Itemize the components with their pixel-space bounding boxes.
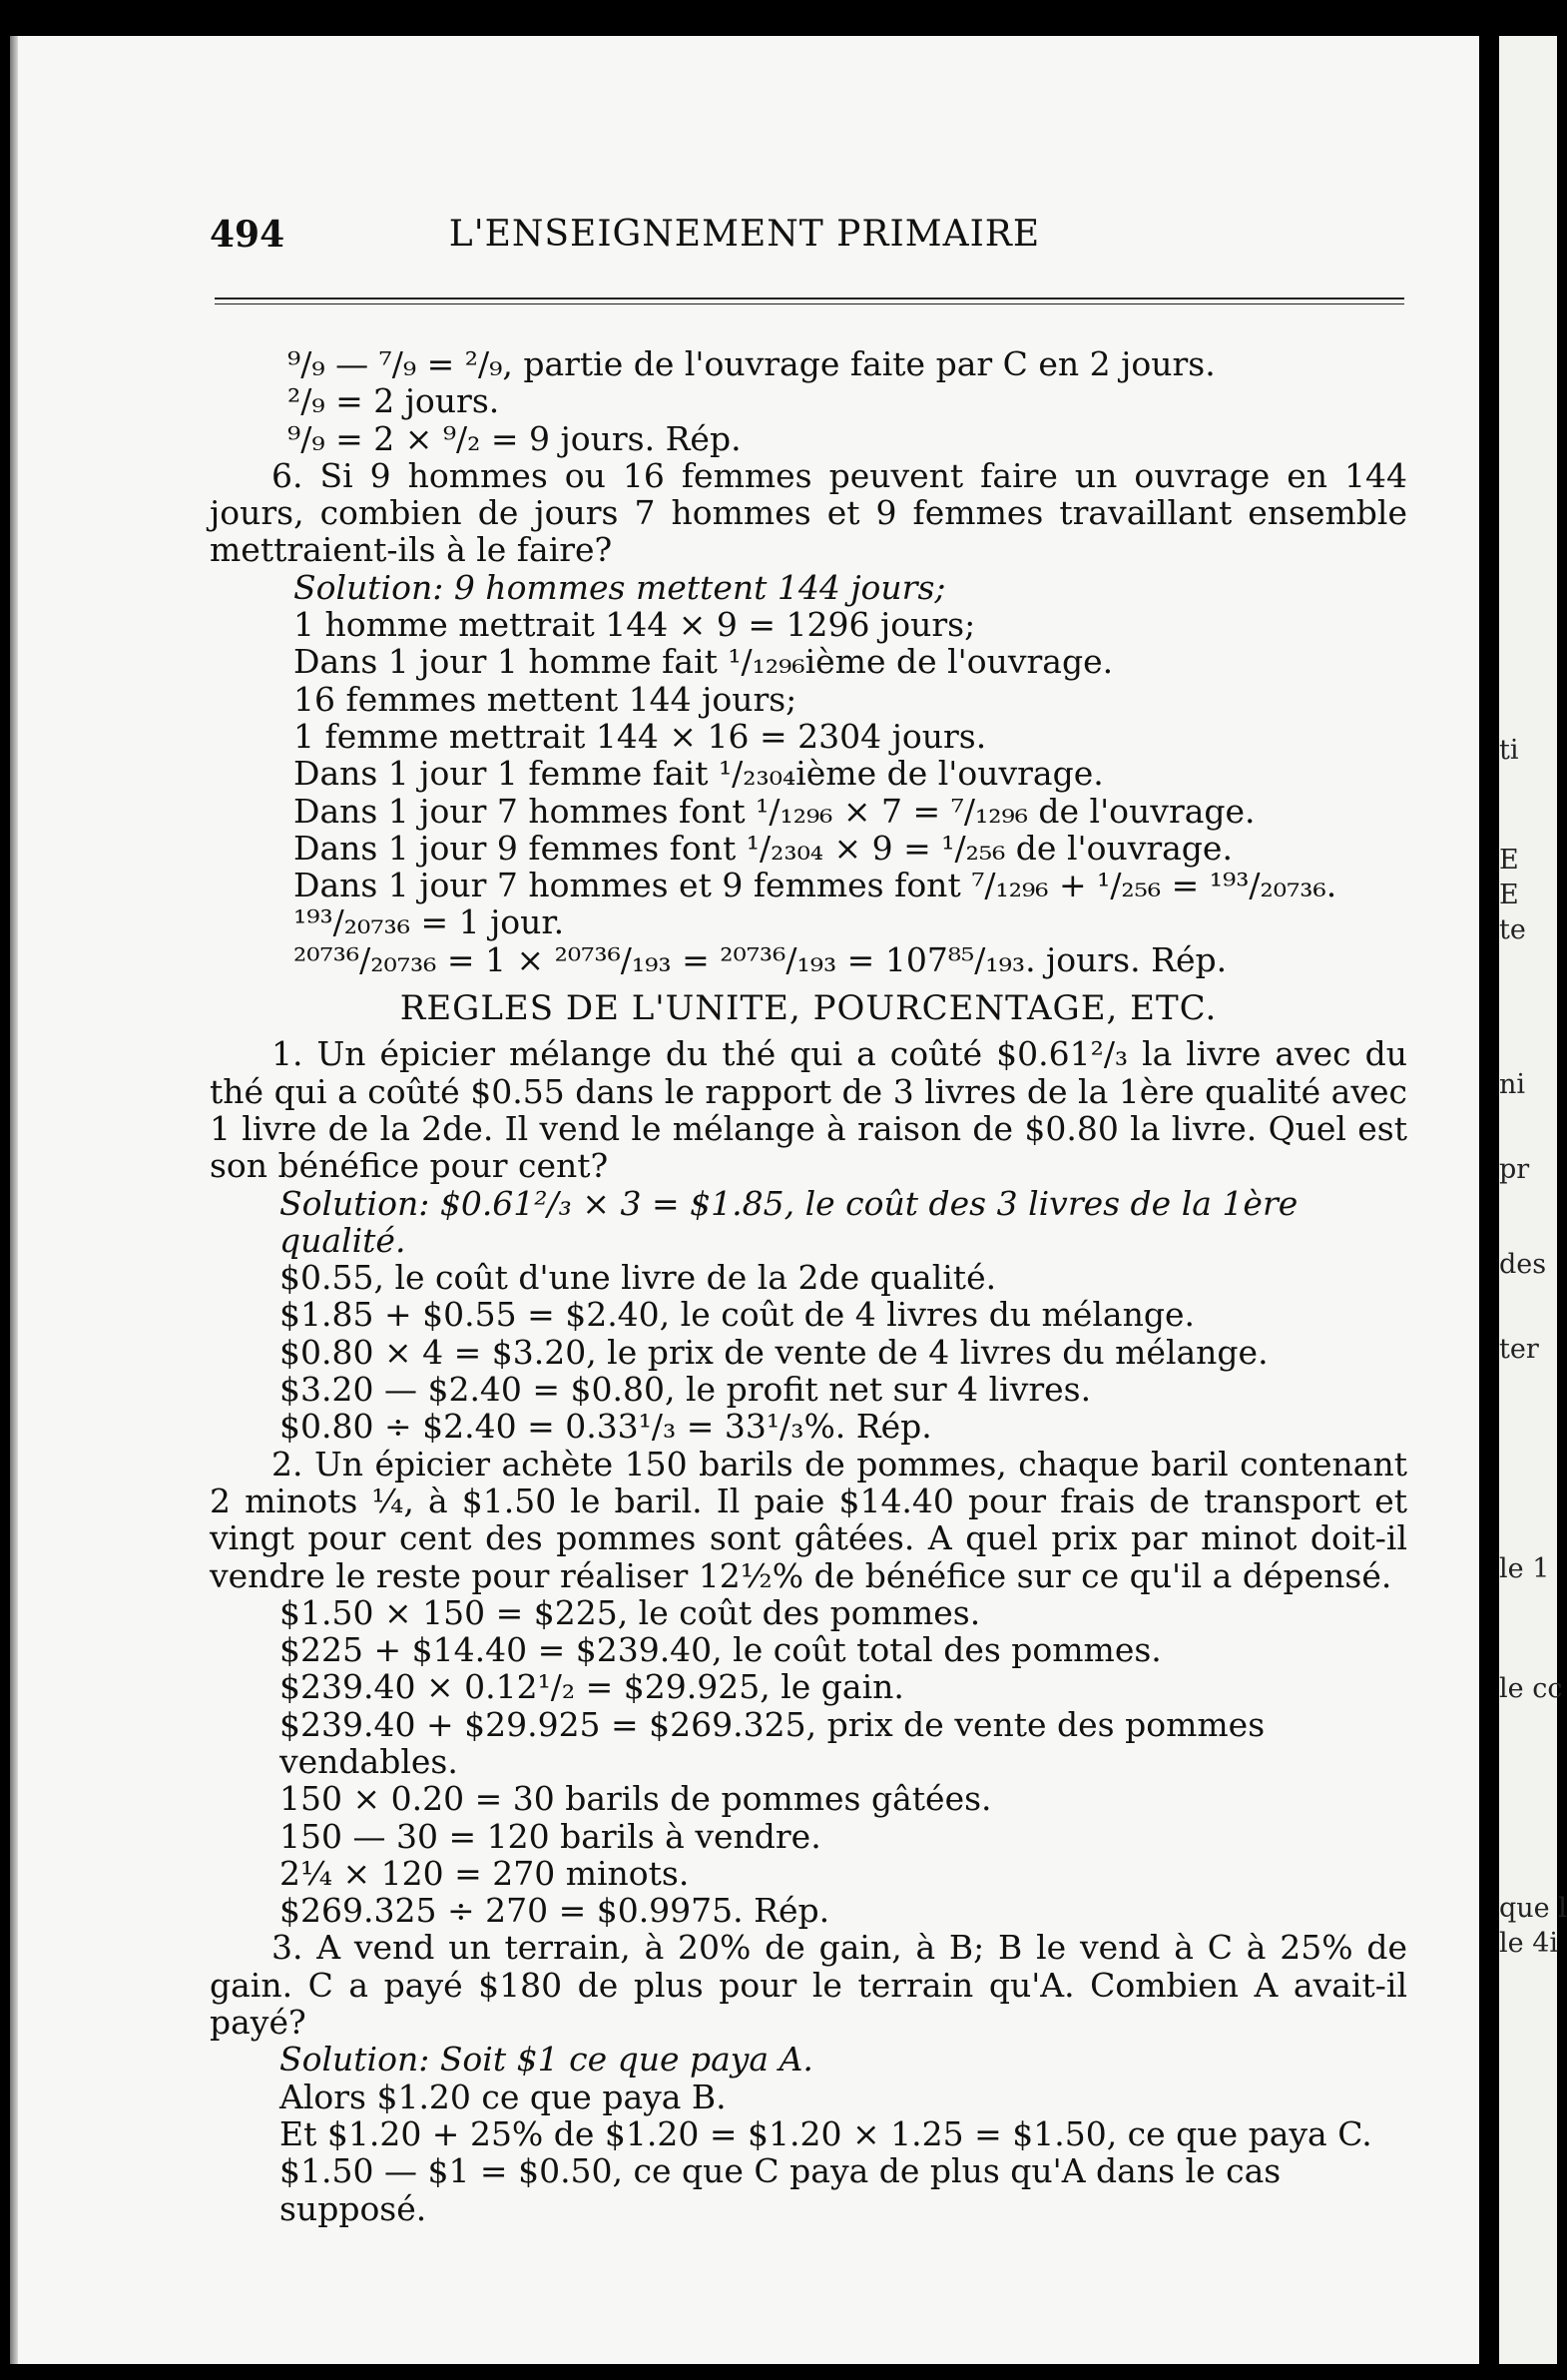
text-line: $0.80 ÷ $2.40 = 0.33¹/₃ = 33¹/₃%. Rép. bbox=[279, 1407, 932, 1447]
solution-line: Solution: Soit $1 ce que paya A. bbox=[279, 2040, 813, 2080]
adjacent-page-fragment: ter bbox=[1499, 1334, 1539, 1365]
page-number: 494 bbox=[210, 214, 285, 256]
book-gutter bbox=[1479, 36, 1499, 2364]
running-header bbox=[10, 206, 1479, 266]
header-rule bbox=[215, 303, 1404, 304]
adjacent-page-fragment: te bbox=[1499, 914, 1526, 945]
problem-paragraph: 1. Un épicier mélange du thé qui a coûté $0.61²/₃ la livre avec du thé qui a coûté $0.55 dans le rapport de 3 livres de la 1ère qualité avec 1 livre de la 2de. Il vend le mélange à raison de $0.80 la livre. Quel est son bénéfice pour cent? bbox=[210, 1034, 1407, 1186]
solution-line: Solution: 9 hommes mettent 144 jours; bbox=[293, 567, 946, 607]
header-rule bbox=[215, 298, 1404, 299]
text-line: 1 femme mettrait 144 × 16 = 2304 jours. bbox=[293, 716, 987, 756]
text-line: Dans 1 jour 9 femmes font ¹/₂₃₀₄ × 9 = ¹/₂₅₆ de l'ouvrage. bbox=[293, 828, 1233, 868]
text-line: $3.20 — $2.40 = $0.80, le profit net sur 4 livres. bbox=[279, 1370, 1092, 1410]
text-line: Dans 1 jour 1 homme fait ¹/₁₂₉₆ième de l'ouvrage. bbox=[293, 642, 1114, 682]
text-line: 150 — 30 = 120 barils à vendre. bbox=[279, 1816, 821, 1856]
text-line: $0.55, le coût d'une livre de la 2de qualité. bbox=[279, 1258, 997, 1298]
section-heading: REGLES DE L'UNITE, POURCENTAGE, ETC. bbox=[399, 988, 1218, 1029]
solution-line: Solution: $0.61²/₃ × 3 = $1.85, le coût des 3 livres de la 1ère qualité. bbox=[279, 1183, 1299, 1260]
problem-paragraph: 3. A vend un terrain, à 20% de gain, à B; B le vend à C à 25% de gain. C a payé $180 de plus pour le terrain qu'A. Combien A avait-il payé? bbox=[210, 1928, 1407, 2043]
adjacent-page-fragment: le 4i bbox=[1499, 1928, 1559, 1959]
text-line: ²/₉ = 2 jours. bbox=[287, 381, 500, 421]
text-line: 1 homme mettrait 144 × 9 = 1296 jours; bbox=[293, 605, 976, 645]
text-line: $269.325 ÷ 270 = $0.9975. Rép. bbox=[279, 1891, 830, 1931]
adjacent-page-fragment: ni bbox=[1499, 1069, 1526, 1100]
adjacent-page-fragment: que l bbox=[1499, 1893, 1567, 1924]
text-line: ²⁰⁷³⁶/₂₀₇₃₆ = 1 × ²⁰⁷³⁶/₁₉₃ = ²⁰⁷³⁶/₁₉₃ = 107⁸⁵/₁₉₃. jours. Rép. bbox=[293, 939, 1228, 979]
text-line: 2¼ × 120 = 270 minots. bbox=[279, 1853, 690, 1893]
text-line: $0.80 × 4 = $3.20, le prix de vente de 4 livres du mélange. bbox=[279, 1332, 1269, 1372]
problem-paragraph: 6. Si 9 hommes ou 16 femmes peuvent faire un ouvrage en 144 jours, combien de jours 7 hommes et 9 femmes travaillant ensemble mettraient-ils à le faire? bbox=[210, 455, 1407, 570]
running-title: L'ENSEIGNEMENT PRIMAIRE bbox=[448, 214, 1041, 255]
adjacent-page-fragment: des bbox=[1499, 1249, 1547, 1280]
adjacent-page-fragment: le 1 bbox=[1499, 1553, 1550, 1584]
text-line: ⁹/₉ = 2 × ⁹/₂ = 9 jours. Rép. bbox=[287, 418, 742, 458]
text-line: 150 × 0.20 = 30 barils de pommes gâtées. bbox=[279, 1779, 992, 1819]
adjacent-page-fragment: pr bbox=[1499, 1154, 1530, 1185]
text-line: Dans 1 jour 7 hommes et 9 femmes font ⁷/₁₂₉₆ + ¹/₂₅₆ = ¹⁹³/₂₀₇₃₆. bbox=[293, 866, 1337, 905]
text-line: Alors $1.20 ce que paya B. bbox=[279, 2077, 727, 2116]
adjacent-page-fragment: le cc bbox=[1499, 1673, 1563, 1704]
adjacent-page-edge bbox=[1499, 36, 1567, 2364]
text-line: $239.40 + $29.925 = $269.325, prix de vente des pommes vendables. bbox=[279, 1704, 1266, 1781]
text-line: Et $1.20 + 25% de $1.20 = $1.20 × 1.25 = $1.50, ce que paya C. bbox=[279, 2113, 1372, 2153]
problem-paragraph: 2. Un épicier achète 150 barils de pommes, chaque baril contenant 2 minots ¼, à $1.50 le baril. Il paie $14.40 pour frais de transport et vingt pour cent des pommes sont gâtées. A quel prix par minot doit-il vendre le reste pour réaliser 12½% de bénéfice sur ce qu'il a dépensé. bbox=[210, 1444, 1407, 1595]
text-line: $1.85 + $0.55 = $2.40, le coût de 4 livres du mélange. bbox=[279, 1295, 1196, 1335]
text-line: $1.50 — $1 = $0.50, ce que C paya de plus qu'A dans le cas supposé. bbox=[279, 2151, 1282, 2228]
text-line: $1.50 × 150 = $225, le coût des pommes. bbox=[279, 1592, 981, 1632]
text-line: $225 + $14.40 = $239.40, le coût total des pommes. bbox=[279, 1630, 1162, 1670]
page-edge-shadow bbox=[10, 36, 18, 2364]
text-line: 16 femmes mettent 144 jours; bbox=[293, 679, 797, 719]
text-line: ⁹/₉ — ⁷/₉ = ²/₉, partie de l'ouvrage faite par C en 2 jours. bbox=[287, 344, 1216, 383]
text-line: Dans 1 jour 1 femme fait ¹/₂₃₀₄ième de l'ouvrage. bbox=[293, 754, 1104, 794]
adjacent-page-fragment: E bbox=[1499, 845, 1519, 876]
book-page bbox=[10, 36, 1479, 2364]
text-line: Dans 1 jour 7 hommes font ¹/₁₂₉₆ × 7 = ⁷/₁₂₉₆ de l'ouvrage. bbox=[293, 791, 1256, 831]
text-line: $239.40 × 0.12¹/₂ = $29.925, le gain. bbox=[279, 1667, 904, 1707]
text-line: ¹⁹³/₂₀₇₃₆ = 1 jour. bbox=[293, 902, 565, 942]
adjacent-page-fragment: E bbox=[1499, 880, 1519, 910]
page-body bbox=[210, 345, 1407, 2227]
adjacent-page-fragment: ti bbox=[1499, 735, 1519, 766]
